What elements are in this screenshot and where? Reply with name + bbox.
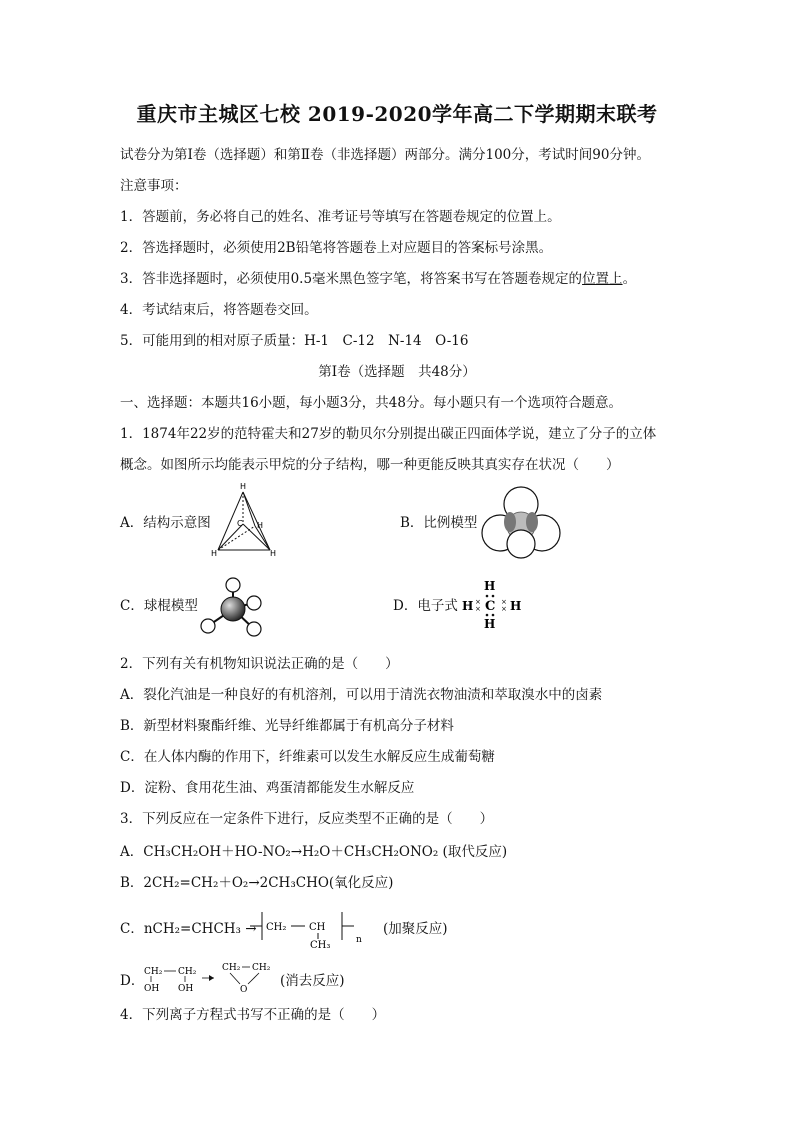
note-item-end: 。 <box>622 271 637 287</box>
ch2-label: CH₂ <box>178 967 197 977</box>
q3-option-a: A．CH₃CH₂OH＋HO-NO₂→H₂O＋CH₃CH₂ONO₂ (取代反应) <box>120 844 508 860</box>
tetrahedral-structure-diagram <box>210 482 280 562</box>
question-1-stem-cont: 概念。如图所示均能表示甲烷的分子结构，哪一种更能反映其真实存在状况（ ） <box>120 457 620 473</box>
page-title: 重庆市主城区七校 2019-2020学年高二下学期期末联考 <box>136 102 658 126</box>
section-title: 第Ⅰ卷（选择题 共48分） <box>318 364 476 380</box>
ball-and-stick-model <box>200 573 266 639</box>
svg-text:×: × <box>501 598 507 606</box>
atom-h-label: H <box>484 579 496 593</box>
atom-c-label: C <box>237 519 243 528</box>
atom-h-label: H <box>510 599 522 613</box>
note-item: 2．答选择题时，必须使用2B铅笔将答题卷上对应题目的答案标号涂黑。 <box>120 240 553 256</box>
notes-heading: 注意事项： <box>120 178 188 194</box>
q1-option-d-label: D．电子式 <box>393 598 458 614</box>
q2-option: D．淀粉、食用花生油、鸡蛋清都能发生水解反应 <box>120 780 415 796</box>
ch2-label: CH₂ <box>222 963 241 973</box>
q2-option: A．裂化汽油是一种良好的有机溶剂，可以用于清洗衣物油渍和萃取溴水中的卤素 <box>120 687 603 703</box>
electron-formula <box>460 580 526 630</box>
note-item: 1．答题前，务必将自己的姓名、准考证号等填写在答题卷规定的位置上。 <box>120 209 561 225</box>
q3-option-c-suffix: (加聚反应) <box>383 921 448 937</box>
ch-label: CH <box>309 922 326 933</box>
space-filling-model <box>480 486 562 556</box>
question-3-stem: 3．下列反应在一定条件下进行，反应类型不正确的是（ ） <box>120 811 494 827</box>
atom-h-label: H <box>270 549 277 558</box>
question-4-stem: 4．下列离子方程式书写不正确的是（ ） <box>120 1007 386 1023</box>
o-label: O <box>240 985 248 995</box>
svg-text:×: × <box>475 605 481 613</box>
note-item-text: 3．答非选择题时，必须使用0.5毫米黑色签字笔，将答案书写在答题卷规定的 <box>120 271 583 287</box>
ch2-label: CH₂ <box>266 922 287 933</box>
svg-text:×: × <box>501 605 507 613</box>
oh-label: OH <box>178 984 194 994</box>
polypropylene-formula <box>250 906 370 950</box>
q1-option-a-label: A．结构示意图 <box>120 515 211 531</box>
ch3-label: CH₃ <box>310 940 331 951</box>
question-2-stem: 2．下列有关有机物知识说法正确的是（ ） <box>120 656 399 672</box>
atom-h-label: H <box>484 617 496 631</box>
q3-option-c-prefix: C．nCH₂=CHCH₃ → <box>120 921 257 937</box>
glycol-to-epoxide-formula <box>142 962 282 998</box>
note-item: 4．考试结束后，将答题卷交回。 <box>120 302 318 318</box>
q2-option: B．新型材料聚酯纤维、光导纤维都属于有机高分子材料 <box>120 718 454 734</box>
q2-option: C．在人体内酶的作用下，纤维素可以发生水解反应生成葡萄糖 <box>120 749 495 765</box>
underlined-text: 位置上 <box>582 271 623 287</box>
ch2-label: CH₂ <box>144 967 163 977</box>
q3-option-d-suffix: (消去反应) <box>280 973 345 989</box>
q3-option-b: B．2CH₂=CH₂＋O₂→2CH₃CHO(氧化反应) <box>120 875 394 891</box>
svg-text:×: × <box>475 598 481 606</box>
atom-c-label: C <box>485 599 496 614</box>
q3-option-d-prefix: D． <box>120 973 145 989</box>
ch2-label: CH₂ <box>252 963 271 973</box>
atom-h-label: H <box>462 599 474 613</box>
atom-h-label: H <box>257 521 264 530</box>
intro-text: 试卷分为第Ⅰ卷（选择题）和第Ⅱ卷（非选择题）两部分。满分100分，考试时间90分钟。 <box>120 147 650 163</box>
q1-option-b-label: B．比例模型 <box>400 515 478 531</box>
question-1-stem: 1．1874年22岁的范特霍夫和27岁的勒贝尔分别提出碳正四面体学说，建立了分子的立体 <box>120 426 657 442</box>
note-item: 5．可能用到的相对原子质量：H-1 C-12 N-14 O-16 <box>120 333 469 349</box>
section-intro: 一、选择题：本题共16小题，每小题3分，共48分。每小题只有一个选项符合题意。 <box>120 395 622 411</box>
atom-h-label: H <box>240 482 247 491</box>
note-item <box>120 270 636 288</box>
polymer-n-label: n <box>356 935 362 945</box>
atom-h-label: H <box>211 549 218 558</box>
q1-option-c-label: C．球棍模型 <box>120 598 198 614</box>
oh-label: OH <box>144 984 160 994</box>
